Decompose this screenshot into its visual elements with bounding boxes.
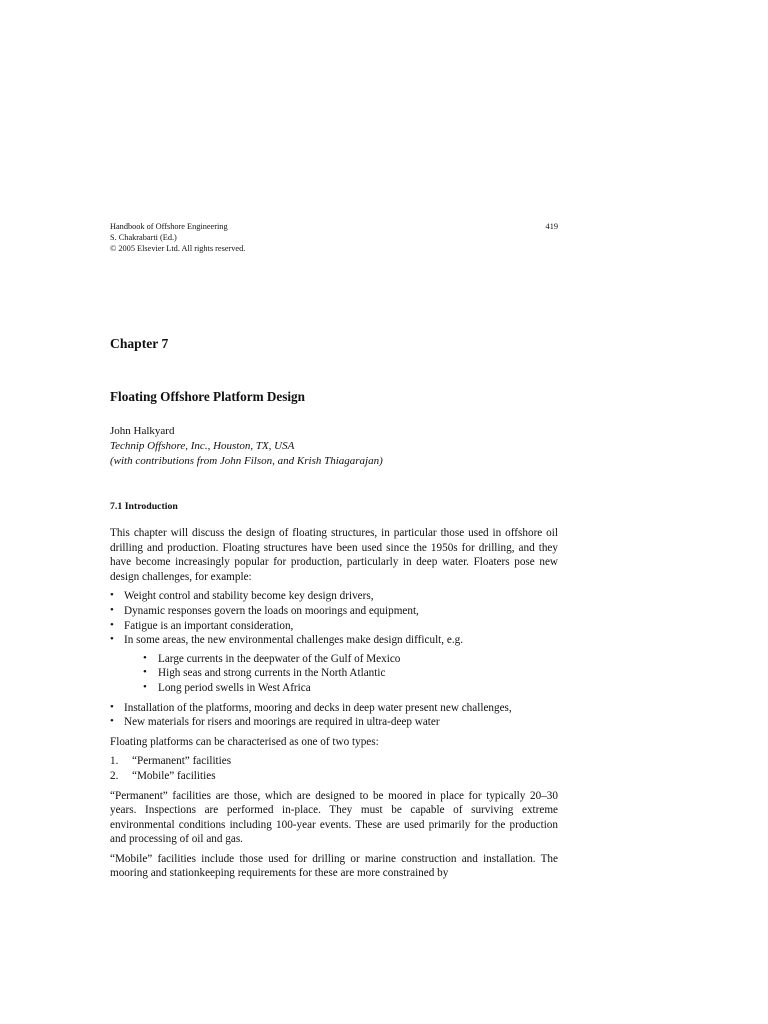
bullet-mark: • — [110, 715, 114, 728]
environment-sublist — [110, 652, 558, 696]
chapter-label: Chapter 7 — [110, 336, 169, 351]
section-heading: 7.1 Introduction — [110, 501, 178, 512]
bullet-mark: • — [110, 603, 114, 616]
list-item: • Long period swells in West Africa — [143, 680, 311, 694]
types-intro: Floating platforms can be characterised as one of two types: — [110, 735, 379, 748]
intro-paragraph: This chapter will discuss the design of floating structures, in particular those used in offshore oil drilling and production. Floating structures have been used since the 1950s for drilling, and they have become increasingly popular for production, particularly in deep water. Floaters pose new design challenges, for example: — [110, 527, 558, 583]
list-item: 1. “Permanent” facilities — [110, 755, 232, 768]
challenge-list-continued — [110, 701, 558, 730]
list-item: • In some areas, the new environmental challenges make design difficult, e.g. — [110, 633, 464, 647]
bullet-mark: • — [110, 700, 114, 713]
chapter-title: Floating Offshore Platform Design — [110, 389, 305, 404]
bullet-mark: • — [110, 589, 114, 602]
editor-line: S. Chakrabarti (Ed.) — [110, 233, 177, 242]
list-item: • Large currents in the deepwater of the Gulf of Mexico — [143, 651, 401, 665]
list-item: • New materials for risers and moorings are required in ultra-deep water — [110, 715, 440, 729]
book-title: Handbook of Offshore Engineering — [110, 222, 228, 231]
challenge-list — [110, 589, 558, 647]
running-header — [110, 221, 558, 254]
list-item: • Dynamic responses govern the loads on moorings and equipment, — [110, 603, 419, 617]
author-block — [110, 424, 558, 469]
mobile-paragraph: “Mobile” facilities include those used for drilling or marine construction and installation. The mooring and stationkeeping requirements for these are more constrained by — [110, 852, 558, 880]
page-number: 419 — [545, 222, 558, 231]
list-item: • Fatigue is an important consideration, — [110, 618, 294, 632]
section-body — [110, 526, 558, 886]
author-name: John Halkyard — [110, 425, 175, 437]
list-item: • Installation of the platforms, mooring and decks in deep water present new challenges, — [110, 700, 512, 714]
bullet-mark: • — [110, 618, 114, 631]
author-affiliation: Technip Offshore, Inc., Houston, TX, USA — [110, 440, 295, 452]
bullet-mark: • — [110, 633, 114, 646]
list-item: 2. “Mobile” facilities — [110, 769, 216, 782]
types-list — [110, 754, 558, 783]
bullet-mark: • — [143, 666, 147, 679]
list-item: • Weight control and stability become key design drivers, — [110, 589, 374, 603]
copyright-line: © 2005 Elsevier Ltd. All rights reserved. — [110, 244, 246, 253]
permanent-paragraph: “Permanent” facilities are those, which are designed to be moored in place for typically 20–30 years. Inspections are performed in-place. They must be capable of surviving extreme environmental conditions including 100-year events. These are used primarily for the production and processing of oil and gas. — [110, 789, 558, 846]
bullet-mark: • — [143, 651, 147, 664]
bullet-mark: • — [143, 680, 147, 693]
list-item: • High seas and strong currents in the North Atlantic — [143, 666, 386, 680]
contributions-note: (with contributions from John Filson, and Krish Thiagarajan) — [110, 455, 383, 467]
